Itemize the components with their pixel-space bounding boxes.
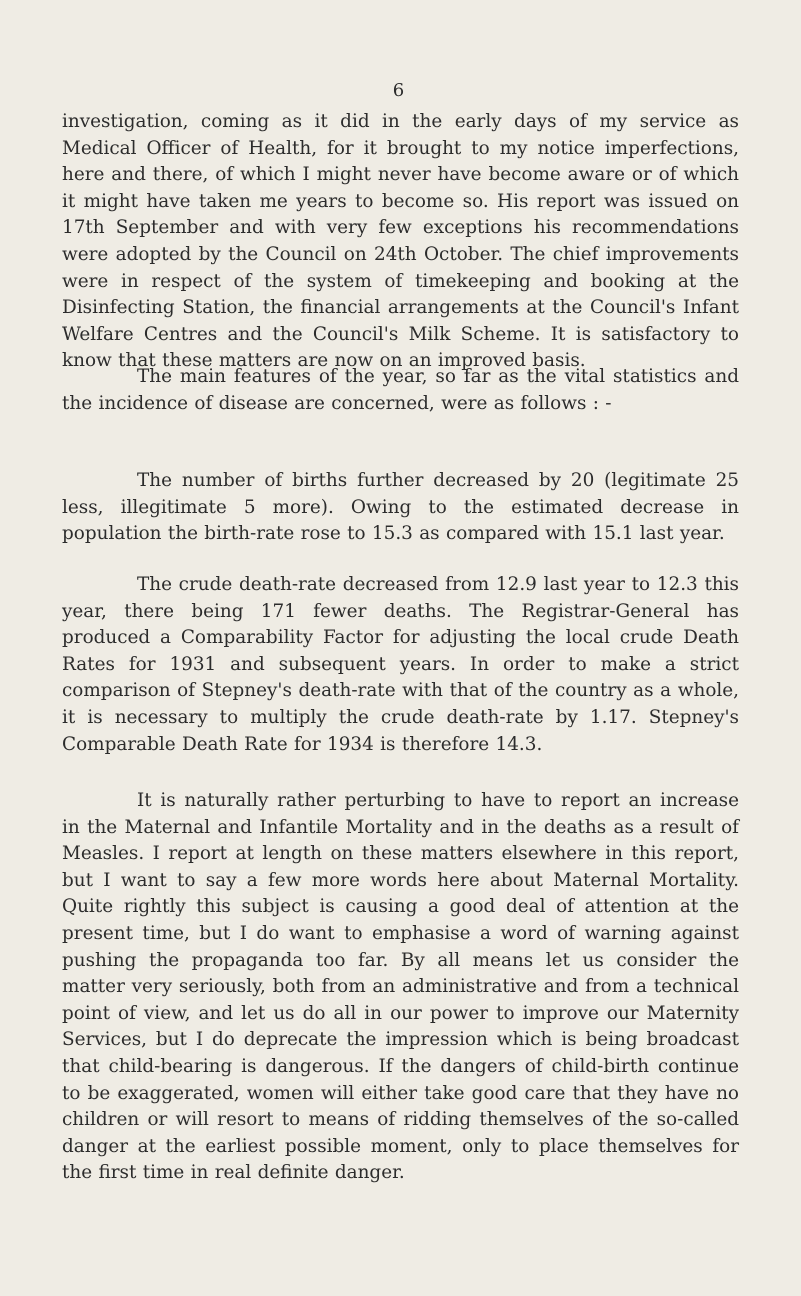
paragraph-investigation: investigation, coming as it did in the early days of my service as Medical Officer of Health, for it brought to my notice imperfections, here and there, of which I might never have become aware or of which it might have taken me years to become so. His report was issued on 17th September and with very few exceptions his recommendations were adopted by the Council on 24th October. The chief improvements were in respect of the system of timekeeping and booking at the Disinfecting Station, the financial arrangements at the Council's Infant Welfare Centres and the Council's Milk Scheme. It is satisfactory to know that these matters are now on an improved basis. xyxy=(62,111,739,372)
paragraph-main-features: The main features of the year, so far as the vital statistics and the incidence of disease are concerned, were as follows : - xyxy=(62,366,739,414)
paragraph-maternal-mortality: It is naturally rather perturbing to have to report an increase in the Maternal and Infantile Mortality and in the deaths as a result of Measles. I report at length on these matters elsewhere in this report, but I want to say a few more words here about Maternal Mortality. Quite rightly this subject is causing a good deal of attention at the present time, but I do want to emphasise a word of warning against pushing the propaganda too far. By all means let us consider the matter very seriously, both from an administrative and from a technical point of view, and let us do all in our power to improve our Maternity Services, but I do deprecate the impression which is being broadcast that child-bearing is dangerous. If the dangers of child-birth continue to be exaggerated, women will either take good care that they have no children or will resort to means of ridding themselves of the so-called danger at the earliest possible moment, only to place themselves for the first time in real definite danger. xyxy=(62,790,739,1184)
paragraph-births: The number of births further decreased by 20 (legitimate 25 less, illegitimate 5 more). Owing to the estimated decrease in population the birth-rate rose to 15.3 as compared with 15.1 last year. xyxy=(62,470,739,545)
page-number-text: 6 xyxy=(392,80,405,101)
paragraph-death-rate: The crude death-rate decreased from 12.9 last year to 12.3 this year, there being 171 fewer deaths. The Registrar-General has produced a Comparability Factor for adjusting the local crude Death Rates for 1931 and subsequent years. In order to make a strict comparison of Stepney's death-rate with that of the country as a whole, it is necessary to multiply the crude death-rate by 1.17. Stepney's Comparable Death Rate for 1934 is therefore 14.3. xyxy=(62,574,739,755)
page-number xyxy=(0,80,801,102)
